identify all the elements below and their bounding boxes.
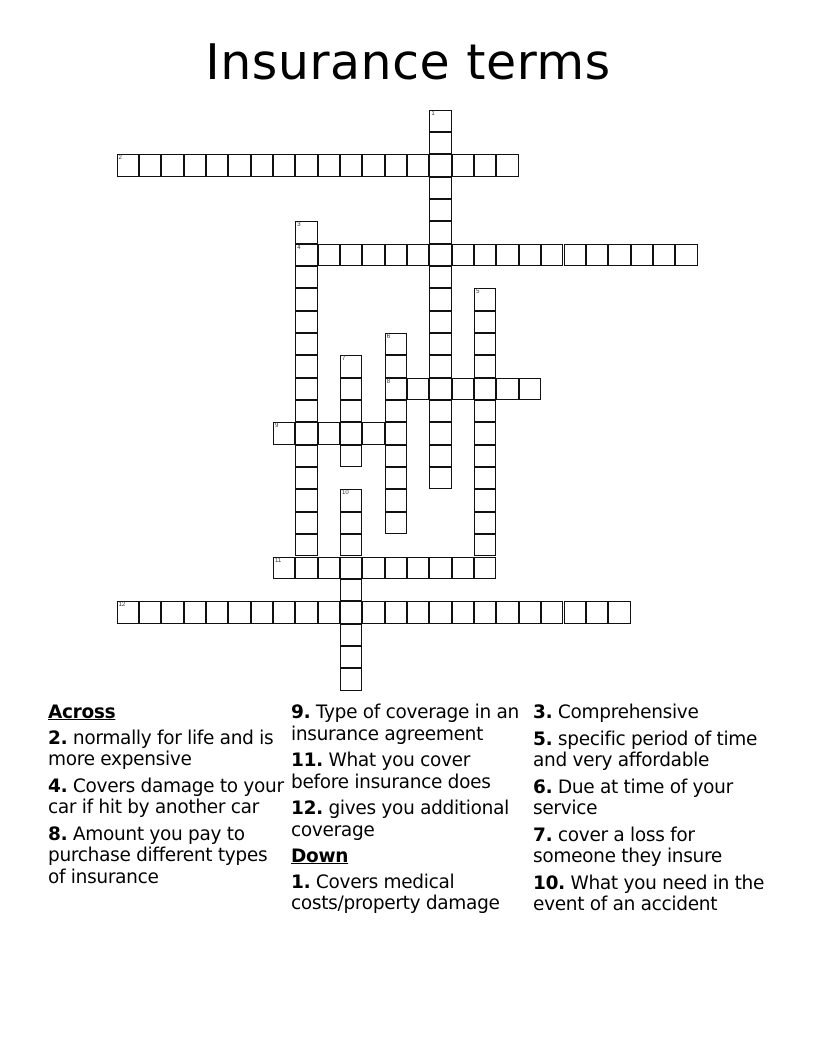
clue-down-5: 5. specific period of time and very affordable bbox=[533, 728, 758, 771]
clue-number-label: 6 bbox=[386, 334, 391, 340]
crossword-cell[interactable] bbox=[295, 333, 317, 355]
crossword-cell[interactable] bbox=[295, 512, 317, 534]
crossword-cell[interactable] bbox=[206, 154, 228, 176]
crossword-cell[interactable] bbox=[496, 378, 518, 400]
crossword-cell[interactable] bbox=[228, 154, 250, 176]
crossword-cell[interactable] bbox=[452, 378, 474, 400]
crossword-cell[interactable] bbox=[340, 489, 362, 511]
crossword-cell[interactable] bbox=[429, 199, 451, 221]
crossword-cell[interactable] bbox=[385, 355, 407, 377]
crossword-cell[interactable] bbox=[564, 244, 586, 266]
crossword-cell[interactable] bbox=[385, 601, 407, 623]
crossword-cell[interactable] bbox=[340, 422, 362, 444]
crossword-cell[interactable] bbox=[340, 534, 362, 556]
crossword-cell[interactable] bbox=[452, 154, 474, 176]
crossword-cell[interactable] bbox=[429, 288, 451, 310]
clue-down-1: 1. Covers medical costs/property damage bbox=[291, 871, 500, 914]
crossword-cell[interactable] bbox=[385, 154, 407, 176]
crossword-cell[interactable] bbox=[429, 132, 451, 154]
crossword-cell[interactable] bbox=[385, 557, 407, 579]
crossword-cell[interactable] bbox=[362, 557, 384, 579]
crossword-cell[interactable] bbox=[385, 422, 407, 444]
crossword-cell[interactable] bbox=[429, 110, 451, 132]
clue-number-label: 1 bbox=[431, 110, 435, 117]
clue-number-label: 5 bbox=[476, 289, 480, 296]
crossword-cell[interactable] bbox=[295, 400, 317, 422]
crossword-cell[interactable] bbox=[474, 534, 496, 556]
crossword-cell[interactable] bbox=[184, 154, 206, 176]
crossword-cell[interactable] bbox=[675, 244, 697, 266]
crossword-cell[interactable] bbox=[385, 445, 407, 467]
clue-down-10: 10. What you need in the event of an accident bbox=[533, 872, 765, 915]
crossword-cell[interactable] bbox=[340, 601, 362, 623]
crossword-cell[interactable] bbox=[429, 333, 451, 355]
crossword-cell[interactable] bbox=[608, 244, 630, 266]
crossword-cell[interactable] bbox=[429, 422, 451, 444]
clues-column-2 bbox=[291, 702, 531, 920]
clue-across-12: 12. gives you additional coverage bbox=[291, 798, 509, 841]
crossword-cell[interactable] bbox=[429, 244, 451, 266]
crossword-cell[interactable] bbox=[340, 445, 362, 467]
crossword-cell[interactable] bbox=[139, 601, 161, 623]
crossword-cell[interactable] bbox=[407, 154, 429, 176]
crossword-cell[interactable] bbox=[496, 154, 518, 176]
crossword-cell[interactable] bbox=[295, 288, 317, 310]
crossword-cell[interactable] bbox=[340, 244, 362, 266]
crossword-cell[interactable] bbox=[340, 557, 362, 579]
crossword-cell[interactable] bbox=[474, 244, 496, 266]
crossword-cell[interactable] bbox=[586, 601, 608, 623]
crossword-cell[interactable] bbox=[452, 601, 474, 623]
crossword-cell[interactable] bbox=[340, 512, 362, 534]
crossword-cell[interactable] bbox=[653, 244, 675, 266]
crossword-cell[interactable] bbox=[474, 333, 496, 355]
crossword-cell[interactable] bbox=[541, 244, 563, 266]
clue-down-3: 3. Comprehensive bbox=[533, 702, 699, 723]
crossword-cell[interactable] bbox=[564, 601, 586, 623]
clues-column-3 bbox=[533, 702, 773, 921]
crossword-cell[interactable] bbox=[586, 244, 608, 266]
crossword-cell[interactable] bbox=[362, 154, 384, 176]
crossword-cell[interactable] bbox=[407, 601, 429, 623]
crossword-cell[interactable] bbox=[295, 601, 317, 623]
crossword-cell[interactable] bbox=[318, 422, 340, 444]
crossword-cell[interactable] bbox=[429, 311, 451, 333]
crossword-cell[interactable] bbox=[429, 601, 451, 623]
crossword-cell[interactable] bbox=[340, 624, 362, 646]
clue-down-6: 6. Due at time of your service bbox=[533, 776, 733, 819]
crossword-cell[interactable] bbox=[608, 601, 630, 623]
clue-number-label: 3 bbox=[297, 222, 301, 229]
clue-across-4: 4. Covers damage to your car if hit by another car bbox=[48, 775, 284, 818]
crossword-cell[interactable] bbox=[474, 355, 496, 377]
crossword-cell[interactable] bbox=[295, 445, 317, 467]
crossword-cell[interactable] bbox=[385, 512, 407, 534]
crossword-cell[interactable] bbox=[429, 378, 451, 400]
crossword-cell[interactable] bbox=[295, 355, 317, 377]
crossword-cell[interactable] bbox=[541, 601, 563, 623]
clue-number-label: 12 bbox=[118, 602, 126, 609]
crossword-cell[interactable] bbox=[161, 154, 183, 176]
crossword-cell[interactable] bbox=[340, 668, 362, 690]
crossword-cell[interactable] bbox=[340, 355, 362, 377]
crossword-cell[interactable] bbox=[474, 378, 496, 400]
crossword-cell[interactable] bbox=[295, 311, 317, 333]
down-heading: Down bbox=[291, 846, 349, 867]
crossword-cell[interactable] bbox=[474, 311, 496, 333]
crossword-cell[interactable] bbox=[474, 467, 496, 489]
crossword-cell[interactable] bbox=[407, 244, 429, 266]
crossword-cell[interactable] bbox=[340, 579, 362, 601]
crossword-cell[interactable] bbox=[474, 601, 496, 623]
crossword-cell[interactable] bbox=[206, 601, 228, 623]
clue-number-label: 4 bbox=[297, 244, 301, 251]
clue-number-label: 8 bbox=[386, 378, 391, 385]
across-heading: Across bbox=[48, 702, 116, 723]
crossword-cell[interactable] bbox=[340, 646, 362, 668]
crossword-cell[interactable] bbox=[340, 400, 362, 422]
crossword-cell[interactable] bbox=[631, 244, 653, 266]
crossword-cell[interactable] bbox=[452, 557, 474, 579]
crossword-cell[interactable] bbox=[295, 266, 317, 288]
crossword-cell[interactable] bbox=[295, 244, 317, 266]
crossword-cell[interactable] bbox=[362, 601, 384, 623]
crossword-cell[interactable] bbox=[295, 557, 317, 579]
crossword-cell[interactable] bbox=[117, 601, 139, 623]
clue-across-8: 8. Amount you pay to purchase different types of insurance bbox=[48, 823, 268, 888]
crossword-cell[interactable] bbox=[295, 534, 317, 556]
crossword-cell[interactable] bbox=[295, 489, 317, 511]
crossword-cell[interactable] bbox=[519, 378, 541, 400]
crossword-cell[interactable] bbox=[273, 422, 295, 444]
crossword-cell[interactable] bbox=[429, 355, 451, 377]
crossword-cell[interactable] bbox=[295, 221, 317, 243]
crossword-cell[interactable] bbox=[519, 601, 541, 623]
clue-number-label: 11 bbox=[274, 557, 282, 564]
crossword-cell[interactable] bbox=[385, 333, 407, 355]
crossword-cell[interactable] bbox=[429, 154, 451, 176]
clue-number-label: 2 bbox=[118, 155, 122, 162]
crossword-cell[interactable] bbox=[429, 557, 451, 579]
crossword-cell[interactable] bbox=[429, 467, 451, 489]
crossword-cell[interactable] bbox=[251, 601, 273, 623]
crossword-cell[interactable] bbox=[496, 601, 518, 623]
crossword-cell[interactable] bbox=[474, 422, 496, 444]
crossword-cell[interactable] bbox=[474, 400, 496, 422]
crossword-cell[interactable] bbox=[318, 601, 340, 623]
clue-across-2: 2. normally for life and is more expensive bbox=[48, 727, 274, 770]
crossword-cell[interactable] bbox=[228, 601, 250, 623]
crossword-cell[interactable] bbox=[340, 378, 362, 400]
crossword-cell[interactable] bbox=[340, 154, 362, 176]
crossword-cell[interactable] bbox=[452, 244, 474, 266]
clue-across-9: 9. Type of coverage in an insurance agreement bbox=[291, 702, 519, 745]
clue-number-label: 7 bbox=[342, 356, 346, 363]
crossword-cell[interactable] bbox=[407, 557, 429, 579]
crossword-cell[interactable] bbox=[295, 154, 317, 176]
clue-number-label: 9 bbox=[274, 423, 279, 430]
crossword-cell[interactable] bbox=[429, 266, 451, 288]
crossword-cell[interactable] bbox=[385, 400, 407, 422]
crossword-cell[interactable] bbox=[474, 154, 496, 176]
crossword-cell[interactable] bbox=[407, 378, 429, 400]
crossword-cell[interactable] bbox=[318, 244, 340, 266]
crossword-cell[interactable] bbox=[362, 244, 384, 266]
crossword-cell[interactable] bbox=[318, 154, 340, 176]
crossword-cell[interactable] bbox=[385, 378, 407, 400]
crossword-cell[interactable] bbox=[385, 244, 407, 266]
crossword-cell[interactable] bbox=[429, 177, 451, 199]
clue-number-label: 10 bbox=[342, 490, 349, 497]
crossword-cell[interactable] bbox=[117, 154, 139, 176]
crossword-cell[interactable] bbox=[251, 154, 273, 176]
clue-down-7: 7. cover a loss for someone they insure bbox=[533, 824, 722, 867]
crossword-cell[interactable] bbox=[429, 445, 451, 467]
crossword-cell[interactable] bbox=[273, 154, 295, 176]
puzzle-title: Insurance terms bbox=[205, 34, 611, 91]
crossword-cell[interactable] bbox=[519, 244, 541, 266]
clues-column-1 bbox=[48, 702, 284, 893]
crossword-cell[interactable] bbox=[161, 601, 183, 623]
crossword-cell[interactable] bbox=[139, 154, 161, 176]
crossword-cell[interactable] bbox=[295, 378, 317, 400]
crossword-cell[interactable] bbox=[474, 512, 496, 534]
crossword-cell[interactable] bbox=[474, 557, 496, 579]
crossword-cell[interactable] bbox=[362, 422, 384, 444]
clue-across-11: 11. What you cover before insurance does bbox=[291, 750, 491, 793]
crossword-cell[interactable] bbox=[429, 221, 451, 243]
crossword-cell[interactable] bbox=[295, 422, 317, 444]
crossword-cell[interactable] bbox=[385, 489, 407, 511]
crossword-cell[interactable] bbox=[295, 467, 317, 489]
crossword-cell[interactable] bbox=[474, 489, 496, 511]
crossword-cell[interactable] bbox=[429, 400, 451, 422]
crossword-cell[interactable] bbox=[496, 244, 518, 266]
crossword-cell[interactable] bbox=[184, 601, 206, 623]
crossword-cell[interactable] bbox=[385, 467, 407, 489]
crossword-cell[interactable] bbox=[474, 288, 496, 310]
crossword-cell[interactable] bbox=[474, 445, 496, 467]
crossword-cell[interactable] bbox=[273, 601, 295, 623]
crossword-cell[interactable] bbox=[273, 557, 295, 579]
crossword-cell[interactable] bbox=[318, 557, 340, 579]
